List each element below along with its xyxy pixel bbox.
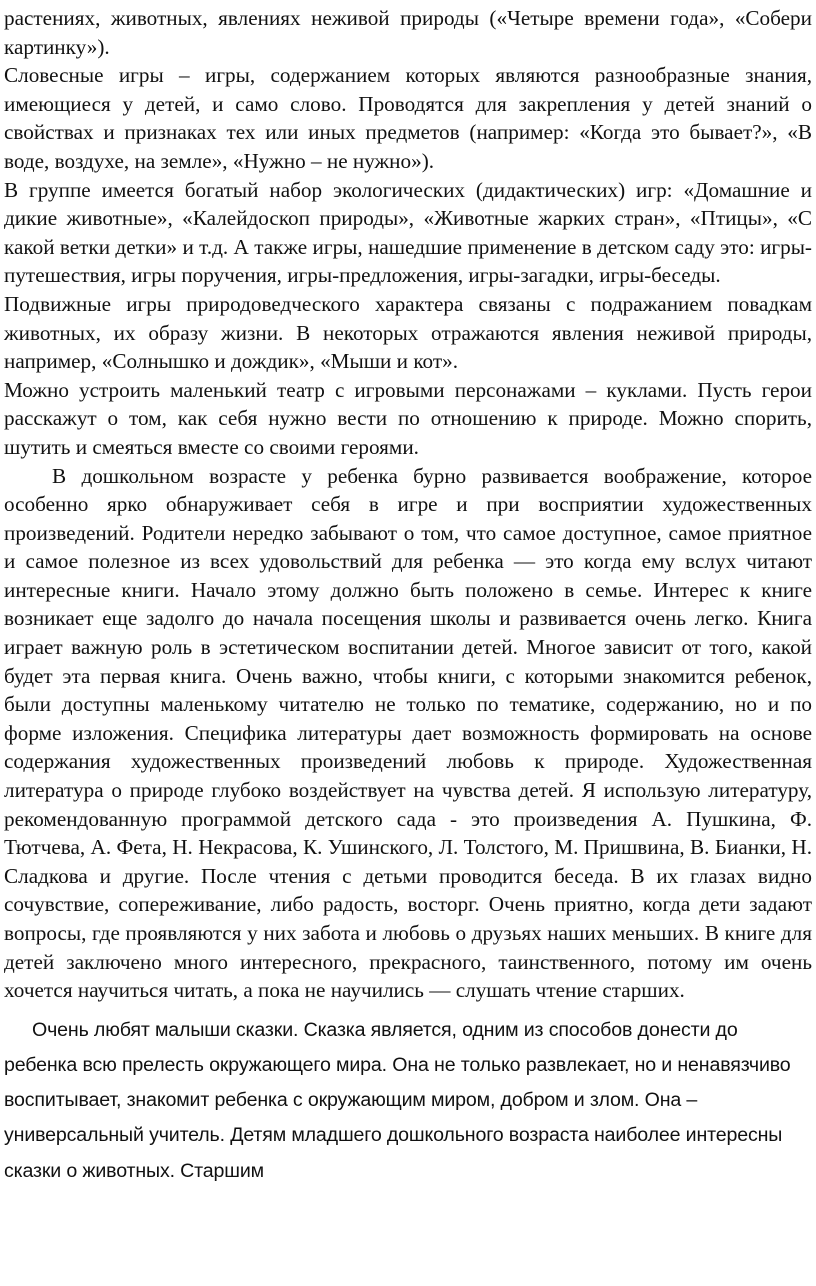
paragraph-outdoor-games: Подвижные игры природоведческого характера связаны с подражанием повадкам животных, их образу жизни. В некоторых отражаются явления неживой природы, например, «Солнышко и дождик», «Мыши и кот». bbox=[4, 291, 812, 374]
paragraph-literature: В дошкольном возрасте у ребенка бурно развивается воображение, которое особенно ярко обнаруживает себя в игре и при восприятии художественных произведений. Родители нередко забывают о том, что самое доступное, самое приятное и самое полезное из всех удовольствий для ребенка — это когда ему вслух читают интересные книги. Начало этому должно быть положено в семье. Интерес к книге возникает еще задолго до начала посещения школы и развивается очень легко. Книга играет важную роль в эстетическом воспитании детей. Многое зависит от того, какой будет эта первая книга. Очень важно, чтобы книги, с которыми знакомится ребенок, были доступны маленькому читателю не только по тематике, содержанию, но и по форме изложения. Специфика литературы дает возможность формировать на основе содержания художественных произведений любовь к природе. Художественная литература о природе глубоко воздействует на чувства детей. Я использую литературу, рекомендованную программой детского сада - это произведения А. Пушкина, Ф. Тютчева, А. Фета, Н. Некрасова, К. Ушинского, Л. Толстого, М. Пришвина, В. Бианки, Н. Сладкова и другие. После чтения с детьми проводится беседа. В их глазах видно сочувствие, сопереживание, либо радость, восторг. Очень приятно, когда дети задают вопросы, где проявляются у них забота и любовь о друзьях наших меньших. В книге для детей заключено много интересного, прекрасного, таинственного, потому им очень хочется научиться читать, а пока не научились — слушать чтение старших. bbox=[4, 463, 812, 1003]
paragraph-intro-continuation: растениях, животных, явлениях неживой природы («Четыре времени года», «Собери картинку»). bbox=[4, 6, 812, 59]
paragraph-puppet-theatre: Можно устроить маленький театр с игровыми персонажами – куклами. Пусть герои расскажут о том, как себя нужно вести по отношению к природе. Можно спорить, шутить и смеяться вместе со своими героями. bbox=[4, 377, 812, 459]
paragraph-ecological-games: В группе имеется богатый набор экологических (дидактических) игр: «Домашние и дикие животные», «Калейдоскоп природы», «Животные жарких стран», «Птицы», «С какой ветки детки» и т.д. А также игры, нашедшие применение в детском саду это: игры-путешествия, игры поручения, игры-предложения, игры-загадки, игры-беседы. bbox=[4, 177, 812, 288]
paragraph-word-games: Словесные игры – игры, содержанием которых являются разнообразные знания, имеющиеся у детей, и само слово. Проводятся для закрепления у детей знаний о свойствах и признаках тех или иных предметов (например: «Когда это бывает?», «В воде, воздухе, на земле», «Нужно – не нужно»). bbox=[4, 63, 812, 173]
paragraph-fairy-tales: Очень любят малыши сказки. Сказка является, одним из способов донести до ребенка всю прелесть окружающего мира. Она не только развлекает, но и ненавязчиво воспитывает, знакомит ребенка с окружающим миром, добром и злом. Она – универсальный учитель. Детям младшего дошкольного возраста наиболее интересны сказки о животных. Старшим bbox=[4, 1018, 791, 1182]
